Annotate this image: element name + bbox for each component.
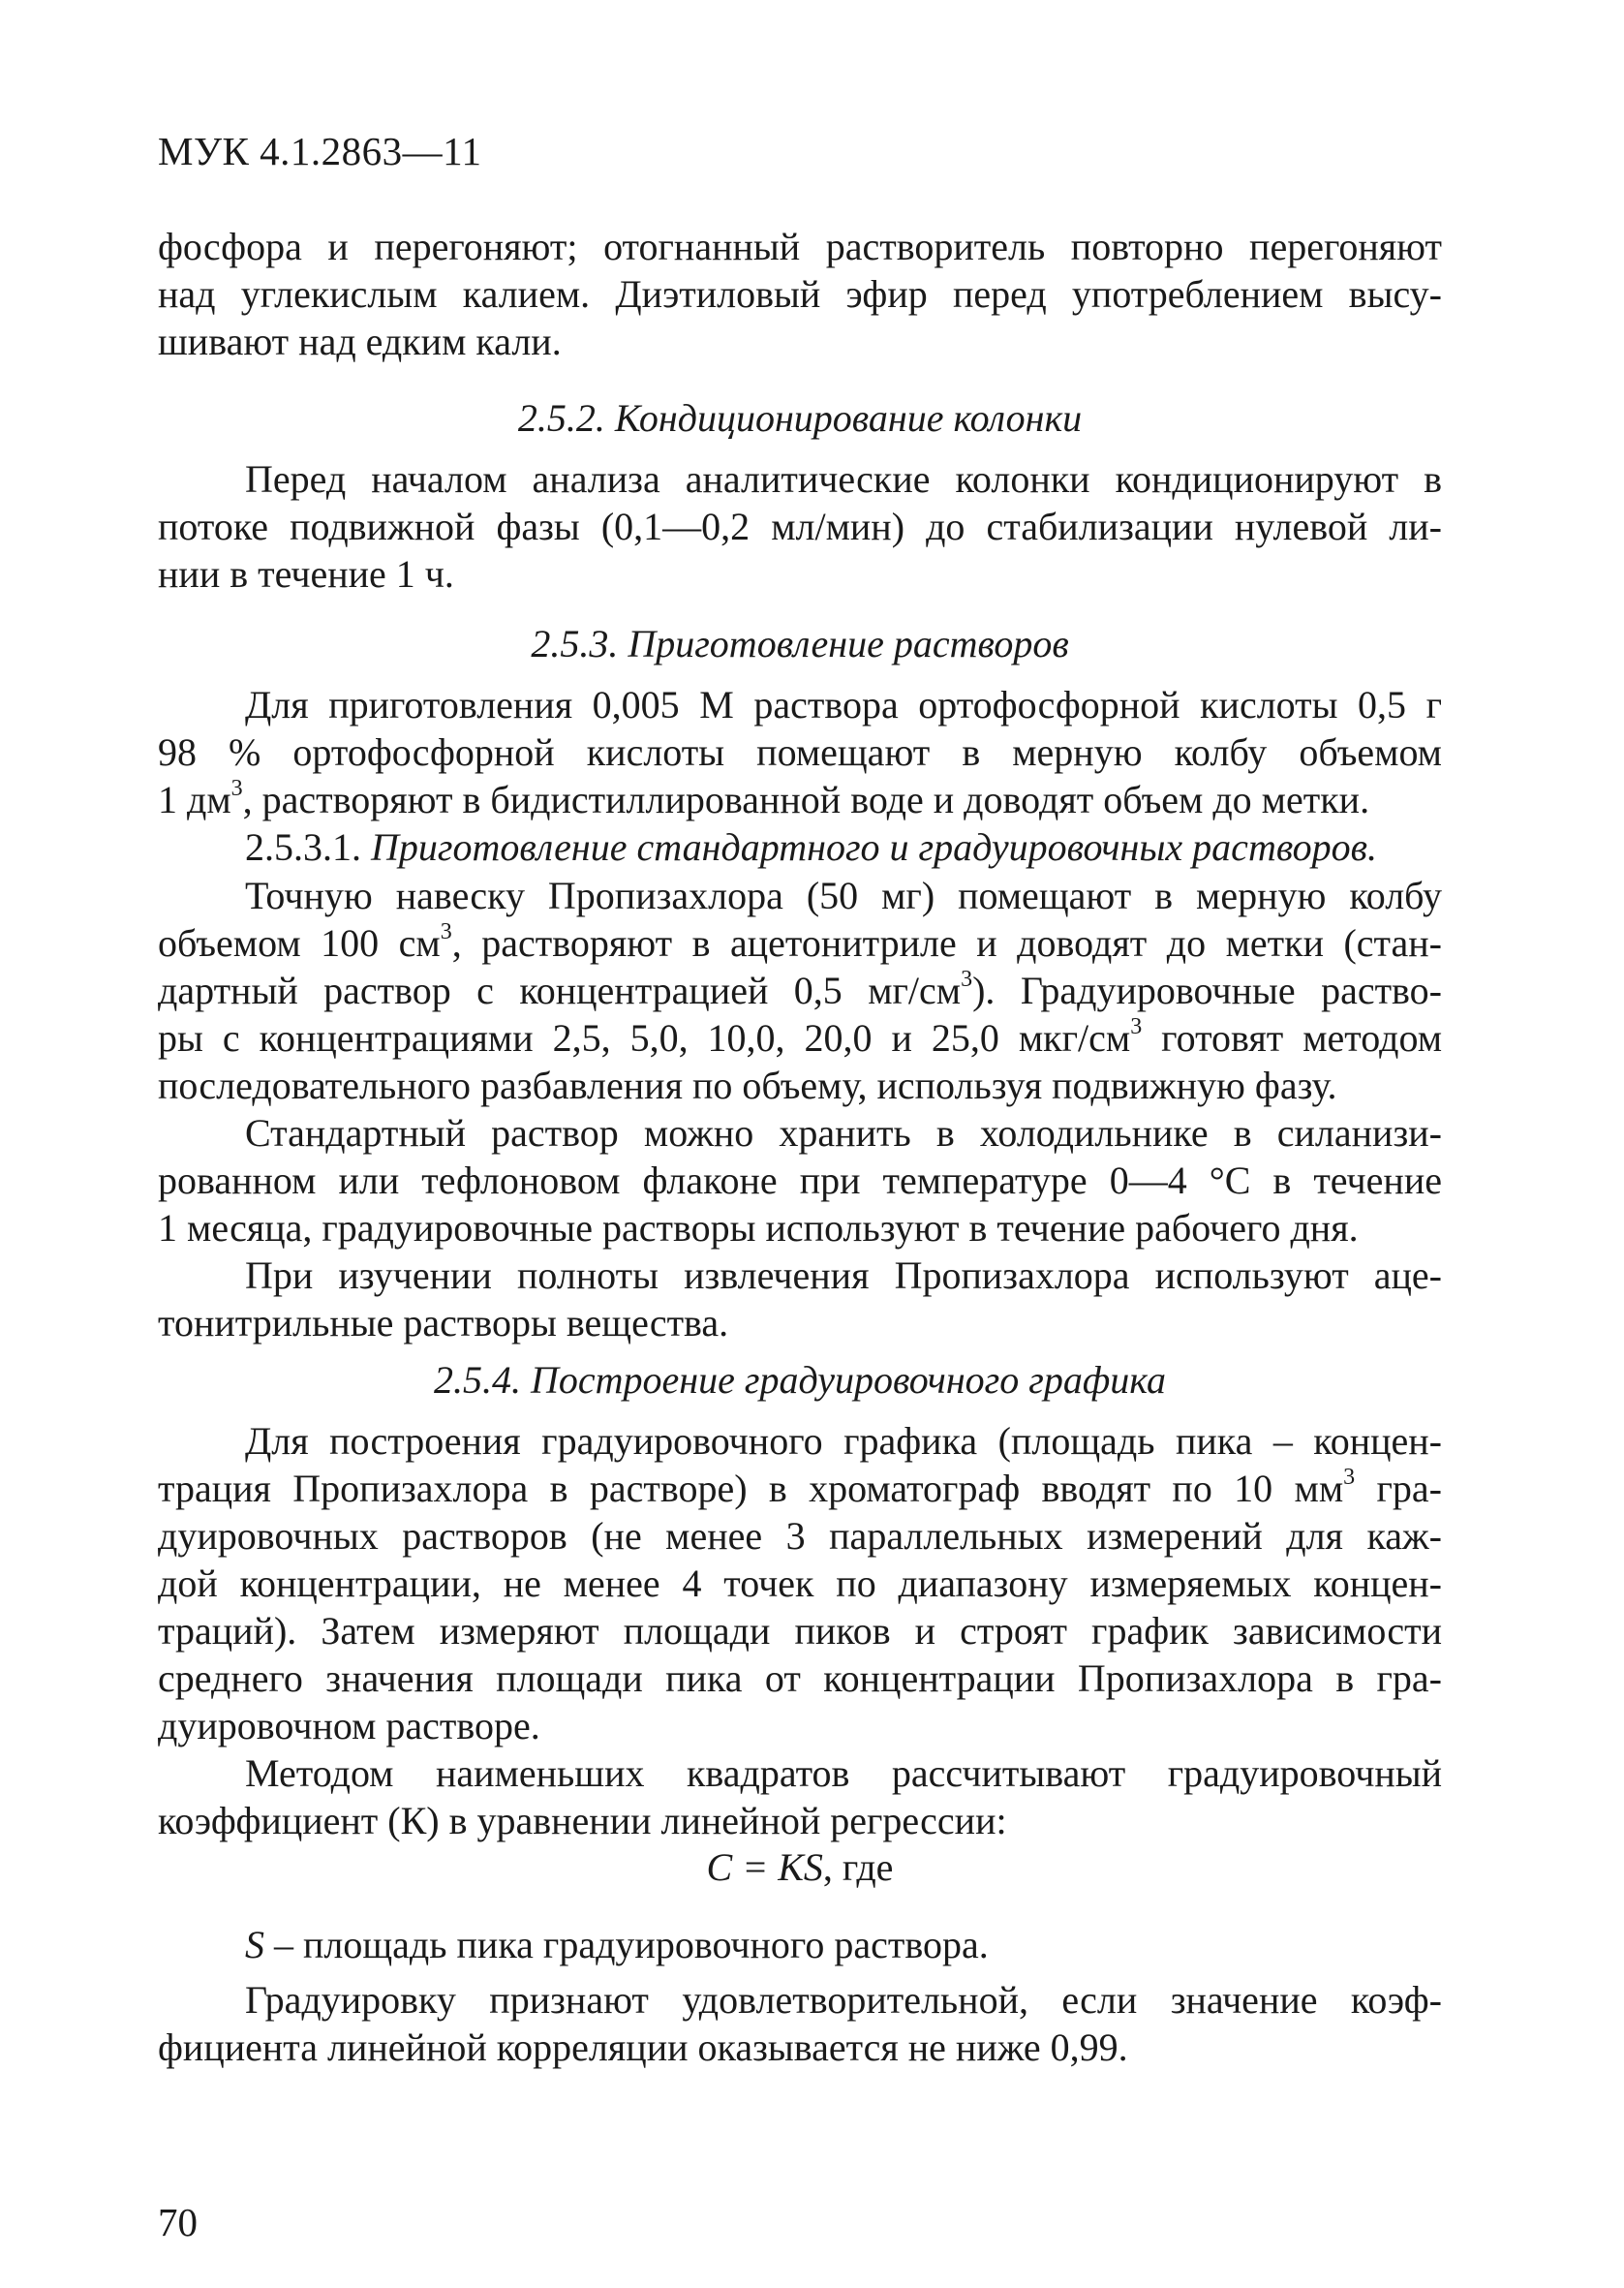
- section-heading-2-5-3: 2.5.3. Приготовление растворов: [531, 622, 1069, 665]
- text-line: коэффициент (К) в уравнении линейной регрессии:: [158, 1799, 1007, 1842]
- text-line: Для построения градуировочного графика (площадь пика – концен-: [245, 1419, 1442, 1463]
- text-run: 1 дм: [158, 778, 231, 821]
- formula-definition: [158, 1921, 1442, 1968]
- text-line: фосфора и перегоняют; отогнанный растворитель повторно перегоняют: [158, 225, 1442, 268]
- superscript: 3: [1130, 1013, 1143, 1039]
- intro-paragraph: [158, 223, 1442, 365]
- text-line: дуировочных растворов (не менее 3 параллельных измерений для каж-: [158, 1514, 1442, 1558]
- superscript: 3: [230, 775, 243, 801]
- text-line: 98 % ортофосфорной кислоты помещают в мерную колбу объемом: [158, 730, 1442, 774]
- text-line: Градуировку признают удовлетворительной, если значение коэф-: [245, 1978, 1442, 2022]
- subsection-title: Приготовление стандартного и градуировочных растворов.: [371, 825, 1378, 869]
- text-line: [158, 967, 1442, 1014]
- section-heading-2-5-2: 2.5.2. Кондиционирование колонки: [517, 396, 1083, 440]
- text-line: рованном или тефлоновом флаконе при температуре 0—4 °С в течение: [158, 1159, 1442, 1202]
- section-2-5-3-paragraph-3: [158, 1109, 1442, 1252]
- text-line: Точную навеску Пропизахлора (50 мг) помещают в мерную колбу: [245, 874, 1442, 917]
- text-run: , растворяют в бидистиллированной воде и доводят объем до метки.: [242, 778, 1370, 821]
- text-line: последовательного разбавления по объему, используя подвижную фазу.: [158, 1064, 1337, 1107]
- subsection-title-line: [158, 823, 1442, 871]
- subsection-number: 2.5.3.1.: [245, 825, 361, 869]
- text-line: траций). Затем измеряют площади пиков и строят график зависимости: [158, 1609, 1442, 1653]
- text-line: дой концентрации, не менее 4 точек по диапазону измеряемых концен-: [158, 1561, 1442, 1605]
- text-line: над углекислым калием. Диэтиловый эфир перед употреблением высу-: [158, 272, 1442, 316]
- text-line: При изучении полноты извлечения Пропизахлора используют аце-: [245, 1253, 1442, 1297]
- superscript: 3: [961, 966, 973, 992]
- text-line: среднего значения площади пика от концентрации Пропизахлора в гра-: [158, 1656, 1442, 1700]
- text-run: готовят методом: [1142, 1016, 1443, 1060]
- text-run: гра-: [1355, 1467, 1442, 1510]
- text-line: тонитрильные растворы вещества.: [158, 1301, 729, 1345]
- page-number: 70: [158, 2200, 198, 2244]
- text-line: [158, 919, 1442, 967]
- text-run: , растворяют в ацетонитриле и доводят до метки (стан-: [451, 921, 1443, 965]
- section-2-5-4-paragraph-3: [158, 1976, 1442, 2071]
- superscript: 3: [1343, 1464, 1356, 1490]
- formula-suffix: , где: [822, 1845, 894, 1889]
- text-run: ры с концентрациями 2,5, 5,0, 10,0, 20,0 и 25,0 мкг/см: [158, 1016, 1131, 1060]
- text-line: 1 месяца, градуировочные растворы используют в течение рабочего дня.: [158, 1206, 1359, 1250]
- definition-text: – площадь пика градуировочного раствора.: [264, 1923, 989, 1966]
- section-2-5-4-paragraph-2: [158, 1749, 1442, 1844]
- text-line: Стандартный раствор можно хранить в холодильнике в силанизи-: [245, 1111, 1442, 1155]
- text-line: нии в течение 1 ч.: [158, 552, 454, 596]
- section-heading-2-5-4: 2.5.4. Построение градуировочного графика: [434, 1358, 1166, 1402]
- text-run: ). Градуировочные раство-: [972, 969, 1442, 1012]
- regression-formula: [158, 1843, 1442, 1891]
- section-2-5-3-paragraph-1: [158, 681, 1442, 871]
- text-line: потоке подвижной фазы (0,1—0,2 мл/мин) до стабилизации нулевой ли-: [158, 505, 1442, 548]
- text-line: фициента линейной корреляции оказывается не ниже 0,99.: [158, 2025, 1128, 2069]
- text-line: [158, 1014, 1442, 1062]
- document-code-header: МУК 4.1.2863—11: [158, 129, 482, 173]
- text-line: Для приготовления 0,005 М раствора ортофосфорной кислоты 0,5 г: [245, 683, 1442, 727]
- text-line: [158, 1465, 1442, 1512]
- text-line: [158, 1921, 1442, 1968]
- text-run: трация Пропизахлора в растворе) в хроматограф вводят по 10 мм: [158, 1467, 1344, 1510]
- text-line: дуировочном растворе.: [158, 1704, 540, 1747]
- text-line: шивают над едким кали.: [158, 320, 562, 363]
- text-run: дартный раствор с концентрацией 0,5 мг/см: [158, 969, 962, 1012]
- definition-symbol: S: [245, 1923, 264, 1966]
- text-run: объемом 100 см: [158, 921, 441, 965]
- text-line: [158, 776, 1442, 823]
- section-2-5-3-paragraph-2: [158, 872, 1442, 1109]
- text-line: Методом наименьших квадратов рассчитывают градуировочный: [245, 1751, 1442, 1795]
- section-2-5-3-paragraph-4: [158, 1252, 1442, 1346]
- superscript: 3: [440, 918, 452, 944]
- section-2-5-2-paragraph: [158, 455, 1442, 598]
- section-2-5-4-paragraph-1: [158, 1417, 1442, 1749]
- text-line: Перед началом анализа аналитические колонки кондиционируют в: [245, 457, 1442, 501]
- formula-expression: C = KS: [706, 1845, 823, 1889]
